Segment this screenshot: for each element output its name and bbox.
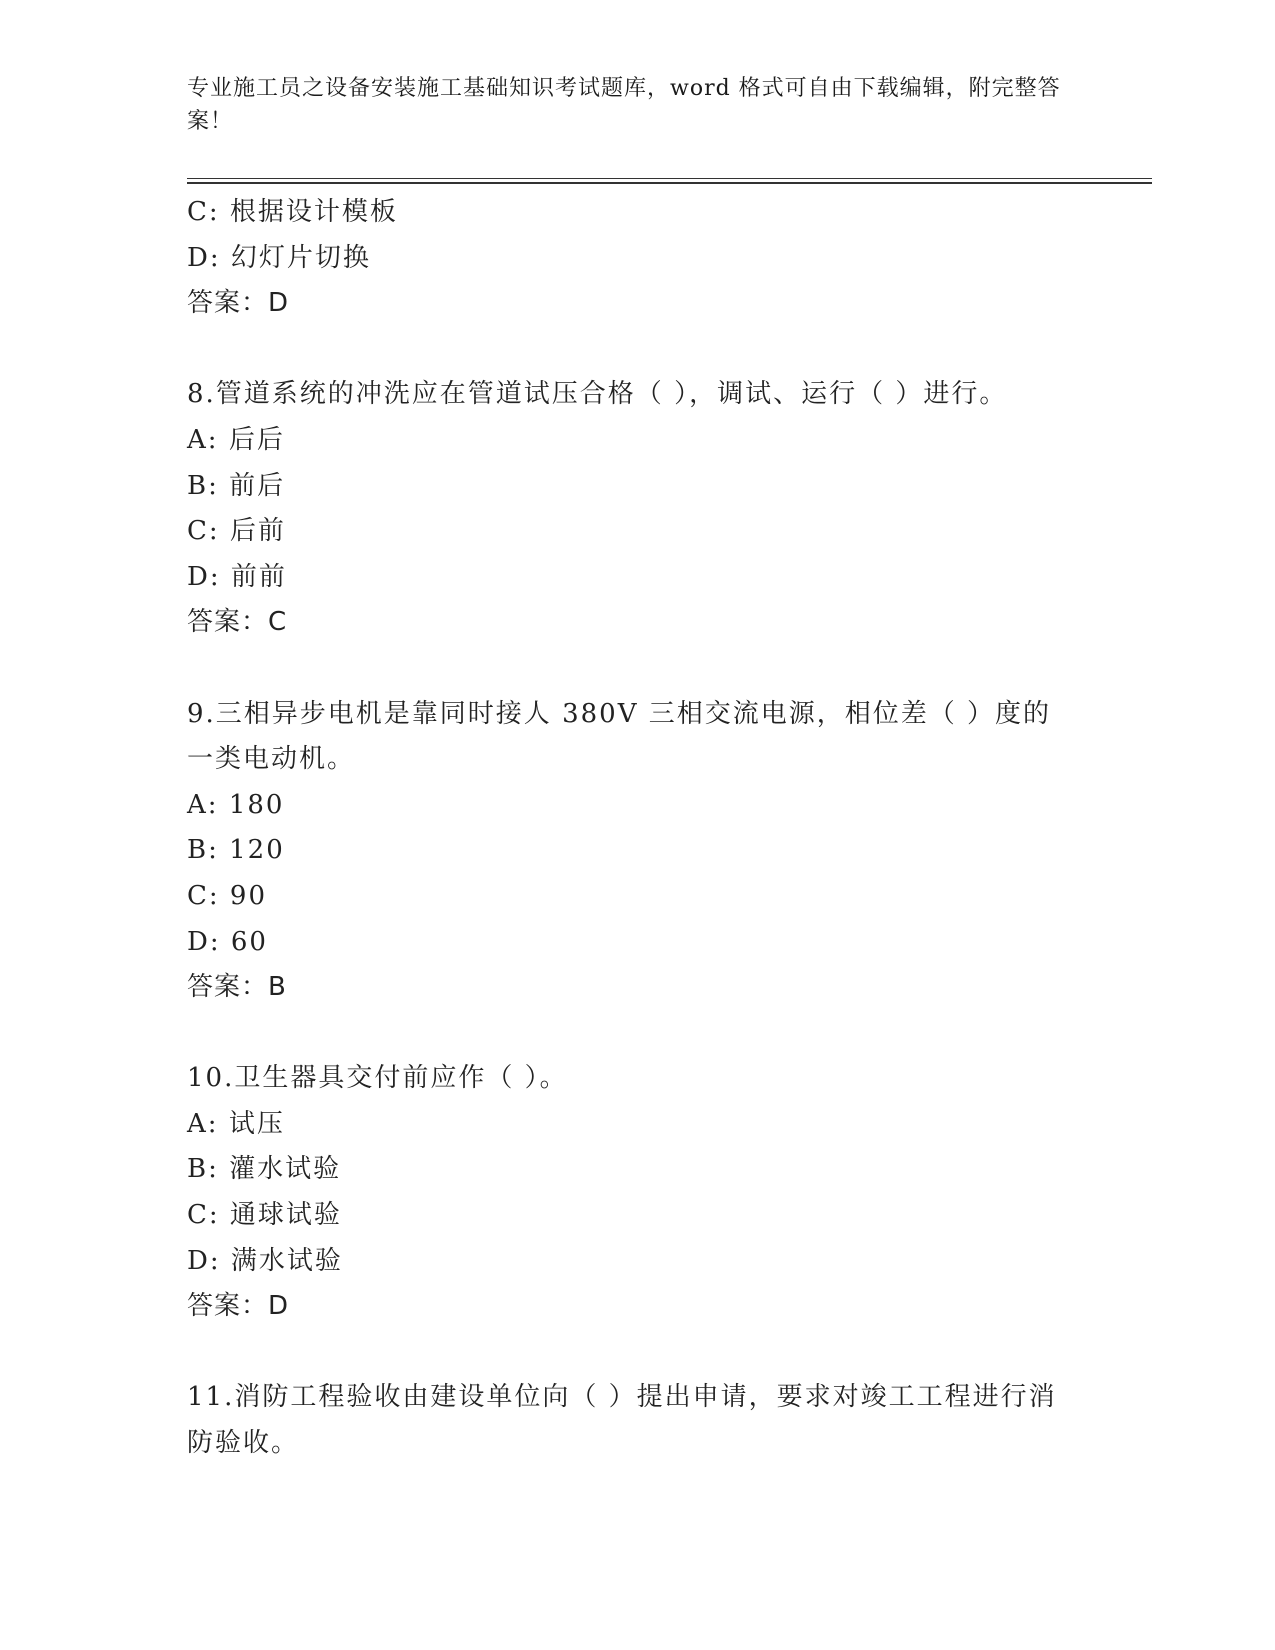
- option-c: [187, 874, 1067, 920]
- option-letter: D:: [187, 242, 221, 273]
- option-letter: B:: [187, 835, 219, 866]
- option-letter: C:: [187, 1200, 220, 1231]
- question-list: [187, 190, 1067, 1467]
- option-letter: A:: [187, 424, 219, 455]
- option-d: [187, 1239, 1067, 1285]
- option-c: [187, 1193, 1067, 1239]
- option-text: 180: [228, 789, 285, 820]
- option-c: [187, 509, 1067, 555]
- spacer: [187, 1330, 1067, 1376]
- option-text: 60: [230, 926, 268, 957]
- option-text: 灌水试验: [229, 1154, 342, 1185]
- option-letter: B:: [187, 470, 219, 501]
- option-d: [187, 236, 1067, 282]
- option-letter: D:: [187, 561, 221, 592]
- answer-line: 答案：D: [187, 288, 290, 319]
- option-a: [187, 418, 1067, 464]
- question-stem: 11.消防工程验收由建设单位向（ ）提出申请，要求对竣工工程进行消防验收。: [187, 1382, 1057, 1459]
- header-divider-thick: [187, 182, 1152, 184]
- spacer: [187, 327, 1067, 373]
- option-text: 根据设计模板: [229, 197, 398, 227]
- answer-line: 答案：C: [187, 607, 288, 638]
- option-a: [187, 783, 1067, 829]
- option-letter: C:: [187, 197, 220, 227]
- option-b: [187, 1147, 1067, 1193]
- spacer: [187, 1011, 1067, 1057]
- option-text: 幻灯片切换: [230, 242, 371, 273]
- document-header: 专业施工员之设备安装施工基础知识考试题库，word 格式可自由下载编辑，附完整答案！: [187, 76, 1061, 134]
- option-letter: C:: [187, 516, 220, 547]
- option-text: 前前: [230, 561, 287, 592]
- question-stem: 10.卫生器具交付前应作（ ）。: [187, 1063, 568, 1094]
- option-a: [187, 1102, 1067, 1148]
- option-letter: A:: [187, 1108, 219, 1139]
- option-letter: B:: [187, 1154, 219, 1185]
- option-text: 90: [229, 880, 268, 911]
- option-letter: C:: [187, 880, 220, 911]
- option-text: 满水试验: [230, 1245, 343, 1276]
- option-letter: D:: [187, 1245, 221, 1276]
- option-text: 试压: [228, 1108, 285, 1139]
- header-divider-thin: [187, 178, 1152, 179]
- option-c: [187, 190, 1067, 236]
- option-letter: D:: [187, 926, 221, 957]
- option-d: [187, 555, 1067, 601]
- spacer: [187, 646, 1067, 692]
- question-stem: 9.三相异步电机是靠同时接人 380V 三相交流电源，相位差（ ）度的一类电动机。: [187, 698, 1052, 775]
- question-stem: 8.管道系统的冲洗应在管道试压合格（ ），调试、运行（ ）进行。: [187, 379, 1008, 410]
- option-text: 后前: [229, 516, 286, 547]
- option-text: 120: [229, 835, 285, 866]
- option-text: 后后: [228, 424, 285, 455]
- option-d: [187, 920, 1067, 966]
- option-text: 前后: [229, 470, 286, 501]
- option-letter: A:: [187, 789, 219, 820]
- option-b: [187, 828, 1067, 874]
- option-text: 通球试验: [229, 1200, 342, 1231]
- answer-line: 答案：D: [187, 1291, 290, 1322]
- option-b: [187, 464, 1067, 510]
- answer-line: 答案：B: [187, 972, 287, 1003]
